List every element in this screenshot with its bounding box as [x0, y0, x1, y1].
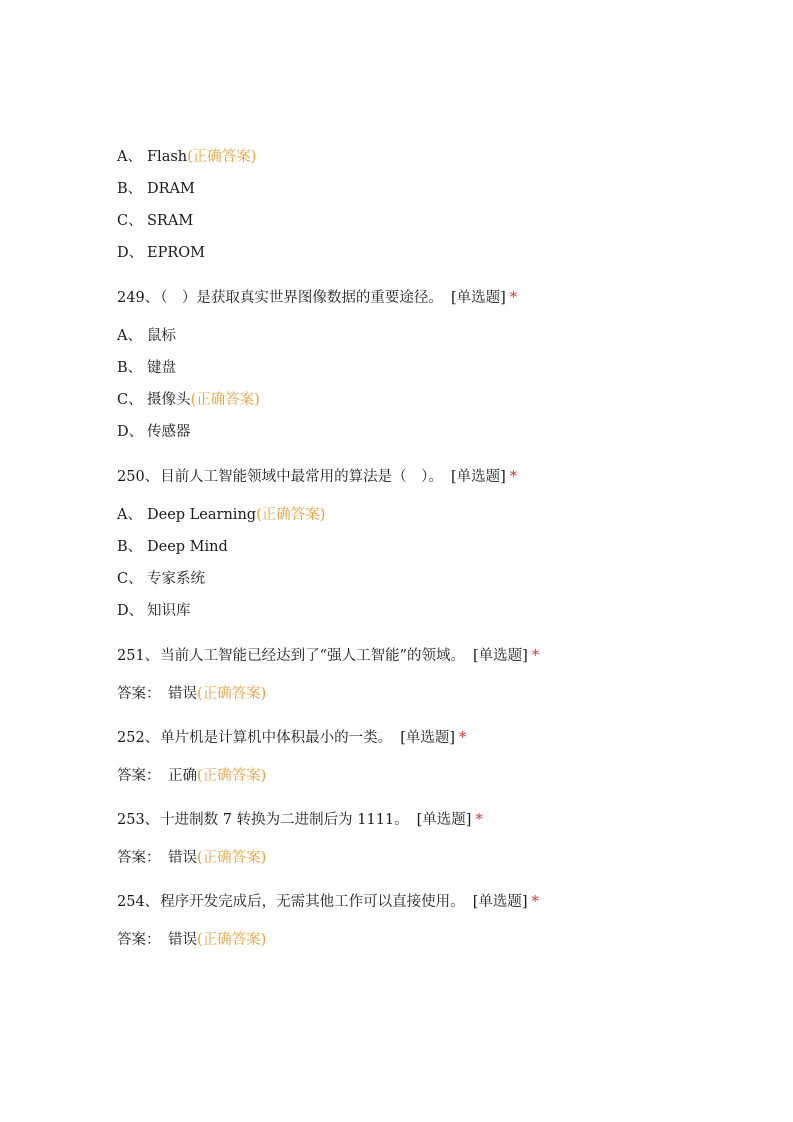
required-mark: *	[531, 648, 540, 664]
required-mark: *	[531, 894, 539, 910]
answer-label: 答案：	[117, 932, 161, 948]
option-letter: A、	[117, 149, 142, 165]
option-text: 摄像头	[147, 392, 191, 408]
option-a	[117, 147, 256, 167]
required-mark: *	[459, 730, 467, 746]
question-type: [单选题]	[472, 894, 528, 910]
option-letter: D、	[117, 603, 144, 619]
option-a	[117, 326, 176, 346]
answer-value: 错误	[168, 686, 197, 702]
correct-answer-marker: (正确答案)	[256, 507, 326, 523]
question-number: 254、	[117, 894, 160, 910]
option-text: EPROM	[147, 245, 205, 261]
answer-value: 错误	[168, 932, 197, 948]
option-text: 知识库	[147, 603, 191, 619]
answer-line	[117, 766, 266, 786]
option-letter: D、	[117, 245, 144, 261]
option-b	[117, 179, 195, 199]
option-text: 鼠标	[147, 328, 176, 344]
option-text: 专家系统	[147, 571, 205, 587]
correct-answer-marker: (正确答案)	[197, 686, 267, 702]
question-number: 251、	[117, 648, 160, 664]
question-number: 253、	[117, 812, 160, 828]
question-250	[117, 467, 517, 487]
option-text: SRAM	[147, 213, 194, 229]
question-254	[117, 892, 539, 912]
option-b	[117, 537, 228, 557]
option-letter: B、	[117, 181, 143, 197]
required-mark: *	[509, 290, 518, 306]
option-d	[117, 422, 191, 442]
option-letter: C、	[117, 392, 143, 408]
correct-answer-marker: (正确答案)	[197, 768, 267, 784]
question-text: 目前人工智能领域中最常用的算法是（ ）。	[160, 469, 443, 485]
option-letter: C、	[117, 213, 143, 229]
question-number: 249、	[117, 290, 160, 306]
question-type: [单选题]	[473, 648, 528, 664]
option-text: 传感器	[147, 424, 191, 440]
question-type: [单选题]	[416, 812, 472, 828]
option-a	[117, 505, 325, 525]
question-text: 程序开发完成后，无需其他工作可以直接使用。	[160, 894, 465, 910]
answer-label: 答案：	[117, 768, 161, 784]
option-c	[117, 211, 193, 231]
option-c	[117, 569, 205, 589]
answer-label: 答案：	[117, 686, 161, 702]
option-d	[117, 601, 191, 621]
answer-label: 答案：	[117, 850, 161, 866]
question-249	[117, 288, 517, 308]
option-d	[117, 243, 205, 263]
question-text: （ ）是获取真实世界图像数据的重要途径。	[160, 290, 443, 306]
option-letter: C、	[117, 571, 143, 587]
correct-answer-marker: (正确答案)	[190, 392, 260, 408]
option-letter: A、	[117, 507, 142, 523]
question-text: 当前人工智能已经达到了“强人工智能”的领域。	[160, 648, 466, 664]
correct-answer-marker: (正确答案)	[197, 932, 267, 948]
option-letter: B、	[117, 360, 143, 376]
question-text: 单片机是计算机中体积最小的一类。	[160, 730, 393, 746]
question-text: 十进制数 7 转换为二进制后为 1111。	[160, 812, 409, 828]
question-253	[117, 810, 483, 830]
question-type: [单选题]	[450, 290, 506, 306]
answer-line	[117, 930, 266, 950]
question-number: 250、	[117, 469, 160, 485]
answer-value: 错误	[168, 850, 197, 866]
question-type: [单选题]	[450, 469, 506, 485]
question-type: [单选题]	[400, 730, 456, 746]
answer-value: 正确	[168, 768, 197, 784]
option-c	[117, 390, 260, 410]
required-mark: *	[475, 812, 483, 828]
option-text: Deep Learning	[147, 507, 257, 523]
option-letter: D、	[117, 424, 144, 440]
option-text: Deep Mind	[147, 539, 228, 555]
correct-answer-marker: (正确答案)	[197, 850, 267, 866]
correct-answer-marker: (正确答案)	[187, 149, 257, 165]
option-letter: B、	[117, 539, 143, 555]
answer-line	[117, 684, 266, 704]
option-text: 键盘	[147, 360, 176, 376]
option-text: Flash	[147, 149, 188, 165]
question-251	[117, 646, 539, 666]
question-number: 252、	[117, 730, 160, 746]
option-letter: A、	[117, 328, 142, 344]
answer-line	[117, 848, 266, 868]
option-b	[117, 358, 176, 378]
option-text: DRAM	[147, 181, 195, 197]
question-252	[117, 728, 466, 748]
required-mark: *	[509, 469, 518, 485]
